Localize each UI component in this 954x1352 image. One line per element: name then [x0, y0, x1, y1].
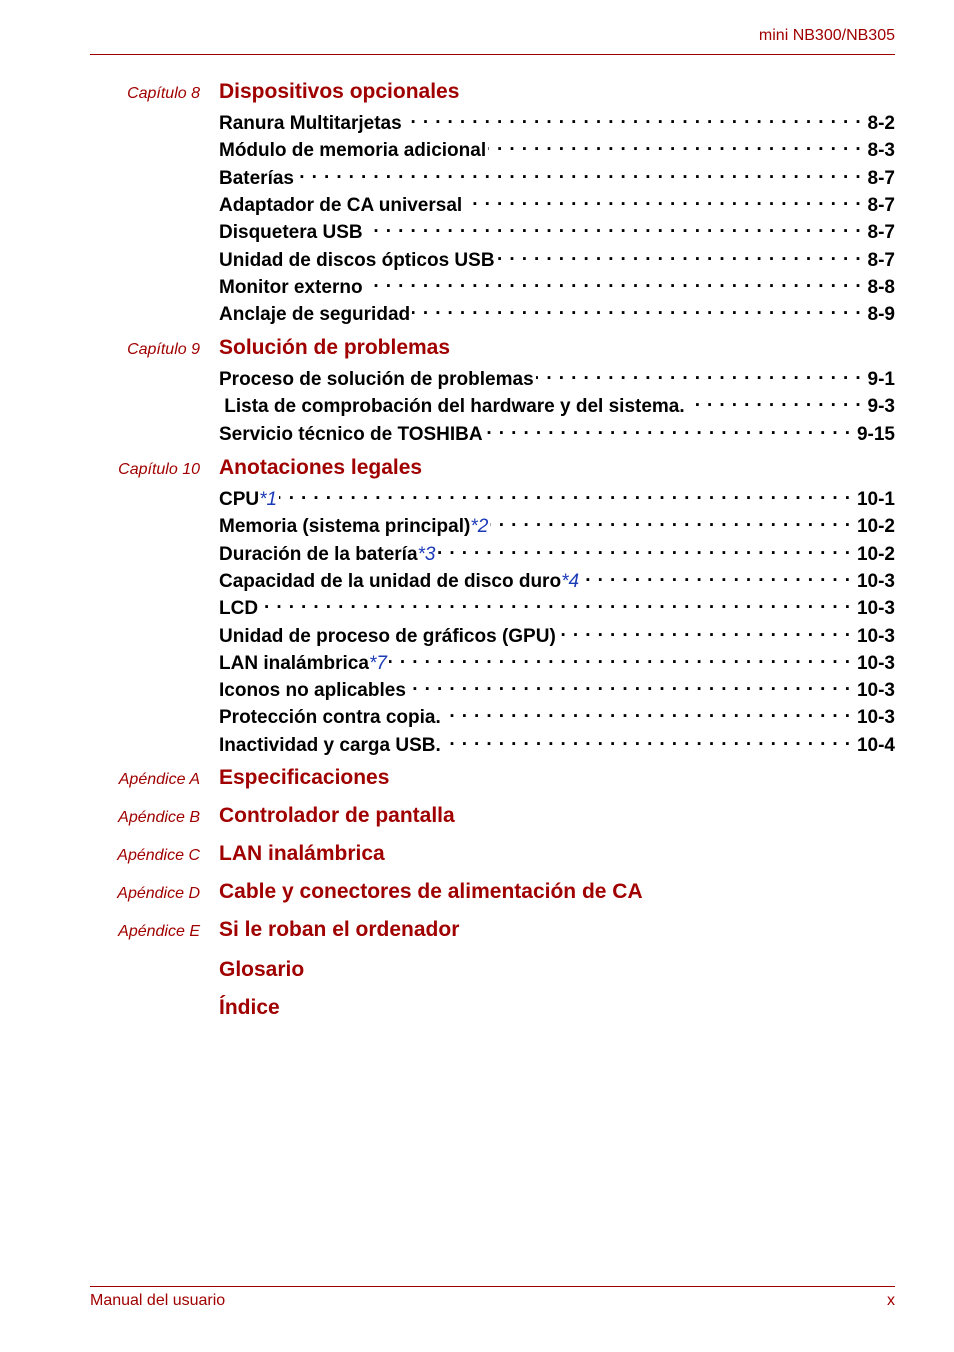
footer-rule [90, 1286, 895, 1287]
toc-entry-text: Inactividad y carga USB. [219, 734, 441, 756]
toc-entry-text: Proceso de solución de problemas [219, 369, 534, 390]
toc-entry[interactable] [219, 418, 895, 445]
footer-title: Manual del usuario [90, 1292, 226, 1309]
page-number: x [887, 1292, 895, 1309]
toc-entry-label [219, 250, 495, 272]
toc-entry-page: 8-8 [867, 276, 895, 298]
toc-entry-page: 10-3 [856, 625, 895, 647]
toc-entry-text: Adaptador de CA universal [219, 194, 463, 216]
dot-leader [404, 107, 862, 129]
toc-entry-text: Lista de comprobación del hardware y del sistema. [219, 396, 685, 418]
dot-leader [443, 701, 851, 723]
toc-entry[interactable] [219, 701, 895, 729]
toc-entry-label [219, 195, 462, 217]
toc-entry[interactable] [219, 565, 895, 592]
toc-entry-text: Módulo de memoria adicional [219, 140, 487, 162]
toc-entry[interactable] [219, 216, 895, 244]
dot-leader [279, 483, 851, 505]
section-title[interactable]: Índice [219, 996, 280, 1019]
toc-entry-page: 10-2 [856, 516, 895, 538]
toc-entry[interactable] [219, 483, 895, 510]
toc-entry[interactable] [219, 538, 895, 565]
dot-leader [488, 134, 861, 156]
section-title[interactable]: Dispositivos opcionales [219, 80, 460, 103]
footnote-reference[interactable]: *4 [561, 570, 580, 592]
toc-entry-label [219, 113, 402, 135]
toc-entry[interactable] [219, 729, 895, 756]
toc-entry[interactable] [219, 271, 895, 298]
footnote-reference[interactable]: *1 [259, 489, 278, 510]
toc-entry-page: 9-15 [856, 423, 895, 445]
section-title[interactable]: Controlador de pantalla [219, 804, 455, 827]
toc-entry-text: CPU [219, 489, 260, 510]
toc-entry-label [219, 544, 435, 566]
dot-leader [365, 216, 862, 238]
toc-entry-page: 9-3 [867, 396, 895, 418]
toc-entry-page: 10-3 [856, 680, 895, 702]
header-rule [90, 54, 895, 55]
toc-entry-page: 10-3 [856, 652, 895, 674]
toc-entry-text: Duración de la batería [219, 543, 418, 565]
toc-entry-label [219, 168, 294, 190]
toc-entry-label [219, 369, 534, 391]
section-title[interactable]: Si le roban el ordenador [219, 918, 460, 941]
toc-entry[interactable] [219, 189, 895, 216]
toc-entry-text: Unidad de proceso de gráficos (GPU) [219, 625, 556, 647]
section-label: Apéndice D [117, 885, 200, 902]
footnote-reference[interactable]: *2 [470, 516, 489, 538]
toc-entry-label [219, 222, 363, 244]
toc-entry[interactable] [219, 298, 895, 326]
toc-entry-page: 10-3 [856, 570, 895, 592]
dot-leader [260, 592, 851, 614]
toc-entry-label [219, 424, 483, 446]
toc-entry-label [219, 626, 556, 648]
toc-entry-text: Disquetera USB [219, 222, 363, 244]
toc-entry-text: Unidad de discos ópticos USB [219, 249, 495, 271]
dot-leader [443, 729, 851, 751]
section-label: Capítulo 8 [127, 85, 200, 102]
header-model: mini NB300/NB305 [758, 27, 895, 44]
toc-entry-page: 10-4 [856, 734, 895, 756]
section-label: Apéndice C [117, 847, 200, 864]
toc-entry-label [219, 516, 488, 538]
toc-entry-page: 8-7 [867, 249, 895, 271]
toc-entry-label [219, 277, 363, 299]
toc-entry-text: Baterías [219, 167, 294, 189]
dot-leader [389, 647, 851, 669]
dot-leader [296, 162, 862, 184]
toc-entry-page: 8-7 [867, 194, 895, 216]
toc-entry-label [219, 396, 685, 418]
toc-entry-label [219, 707, 441, 729]
toc-entry-label [219, 571, 579, 593]
dot-leader [558, 620, 851, 642]
toc-entry-label [219, 653, 387, 675]
toc-entry-text: LAN inalámbrica [219, 652, 369, 674]
dot-leader [464, 189, 861, 211]
toc-entry-label [219, 680, 406, 702]
footnote-reference[interactable]: *7 [368, 652, 387, 674]
dot-leader [365, 271, 862, 293]
section-label: Apéndice B [118, 809, 200, 826]
toc-entry-page: 8-3 [867, 140, 895, 162]
toc-entry[interactable] [219, 647, 895, 674]
dot-leader [687, 390, 862, 412]
toc-entry-text: Servicio técnico de TOSHIBA [219, 423, 483, 445]
section-title[interactable]: Cable y conectores de alimentación de CA [219, 880, 643, 903]
section-label: Capítulo 10 [118, 461, 200, 478]
toc-entry-text: LCD [219, 598, 259, 620]
toc-entry[interactable] [219, 620, 895, 647]
toc-entry-label [219, 304, 410, 326]
section-title[interactable]: Anotaciones legales [219, 456, 423, 479]
toc-entry-label [219, 140, 486, 162]
toc-entry[interactable] [219, 244, 895, 271]
toc-entry[interactable] [219, 107, 895, 134]
dot-leader [581, 565, 851, 587]
section-label: Apéndice E [118, 923, 200, 940]
toc-entry[interactable] [219, 162, 895, 189]
toc-entry-text: Monitor externo [219, 276, 363, 298]
footnote-reference[interactable]: *3 [417, 543, 436, 565]
dot-leader [490, 510, 851, 532]
toc-entry-page: 10-3 [856, 707, 895, 729]
toc-entry-page: 8-2 [867, 113, 895, 134]
toc-entry[interactable] [219, 510, 895, 538]
toc-entry-page: 9-1 [867, 369, 895, 390]
toc-entry-text: Ranura Multitarjetas [219, 113, 402, 134]
dot-leader [408, 674, 851, 696]
section-title[interactable]: Solución de problemas [219, 336, 451, 359]
toc-entry[interactable] [219, 134, 895, 162]
toc-entry-label [219, 598, 258, 620]
toc-entry-text: Memoria (sistema principal) [219, 516, 471, 538]
dot-leader [536, 363, 862, 385]
toc-entry[interactable] [219, 674, 895, 702]
toc-entry-page: 8-7 [867, 167, 895, 189]
section-title[interactable]: Especificaciones [219, 766, 390, 789]
toc-entry-page: 8-7 [867, 222, 895, 244]
section-label: Capítulo 9 [127, 341, 200, 358]
toc-entry[interactable] [219, 390, 895, 418]
section-title[interactable]: LAN inalámbrica [219, 842, 385, 865]
toc-entry-page: 8-9 [867, 304, 895, 326]
dot-leader [412, 298, 861, 320]
toc-entry-text: Capacidad de la unidad de disco duro [219, 570, 562, 592]
toc-entry-label [219, 489, 277, 511]
toc-entry-page: 10-3 [856, 598, 895, 620]
dot-leader [497, 244, 862, 266]
toc-entry[interactable] [219, 363, 895, 390]
dot-leader [437, 538, 850, 560]
toc-entry-text: Iconos no aplicables [219, 680, 406, 702]
dot-leader [485, 418, 851, 440]
toc-entry-page: 10-1 [856, 489, 895, 510]
toc-entry[interactable] [219, 592, 895, 620]
toc-entry-text: Protección contra copia. [219, 707, 441, 729]
section-title[interactable]: Glosario [219, 958, 305, 981]
section-label: Apéndice A [118, 771, 200, 788]
toc-entry-text: Anclaje de seguridad [219, 304, 411, 326]
toc-entry-label [219, 735, 441, 757]
toc-entry-page: 10-2 [856, 543, 895, 565]
